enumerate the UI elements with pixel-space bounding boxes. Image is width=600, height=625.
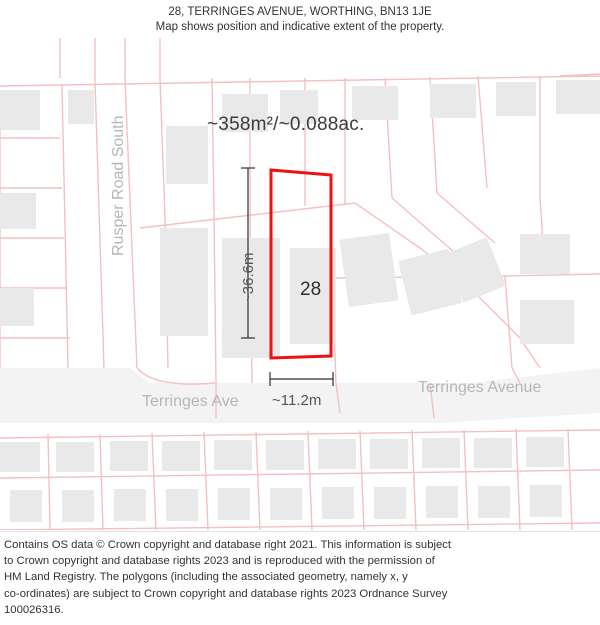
street-label-rusper-road-south: Rusper Road South <box>110 115 127 256</box>
map-header <box>0 0 600 38</box>
page-subtitle: Map shows position and indicative extent of the property. <box>155 21 445 33</box>
footer-line-3: HM Land Registry. The polygons (including the associated geometry, namely x, y <box>4 571 408 584</box>
horizontal-dimension-label: ~11.2m <box>272 392 322 409</box>
street-label-terringes-avenue: Terringes Avenue <box>418 379 542 396</box>
footer-line-2: to Crown copyright and database rights 2023 and is reproduced with the permission of <box>4 555 435 568</box>
map-canvas[interactable] <box>0 38 600 530</box>
footer-line-5: 100026316. <box>4 603 64 616</box>
footer-divider <box>0 531 600 532</box>
copyright-footer <box>0 533 600 625</box>
footer-line-4: co-ordinates) are subject to Crown copyright and database rights 2023 Ordnance Survey <box>4 587 448 600</box>
page-title: 28, TERRINGES AVENUE, WORTHING, BN13 1JE <box>168 6 432 18</box>
plot-area-label: ~358m²/~0.088ac. <box>207 114 365 135</box>
buildings <box>0 80 600 522</box>
house-number-label: 28 <box>300 279 322 300</box>
street-label-terringes-ave: Terringes Ave <box>142 393 239 410</box>
vertical-dimension-label: ~36.6m <box>240 252 257 303</box>
footer-line-1: Contains OS data © Crown copyright and database right 2021. This information is subject <box>4 539 452 551</box>
